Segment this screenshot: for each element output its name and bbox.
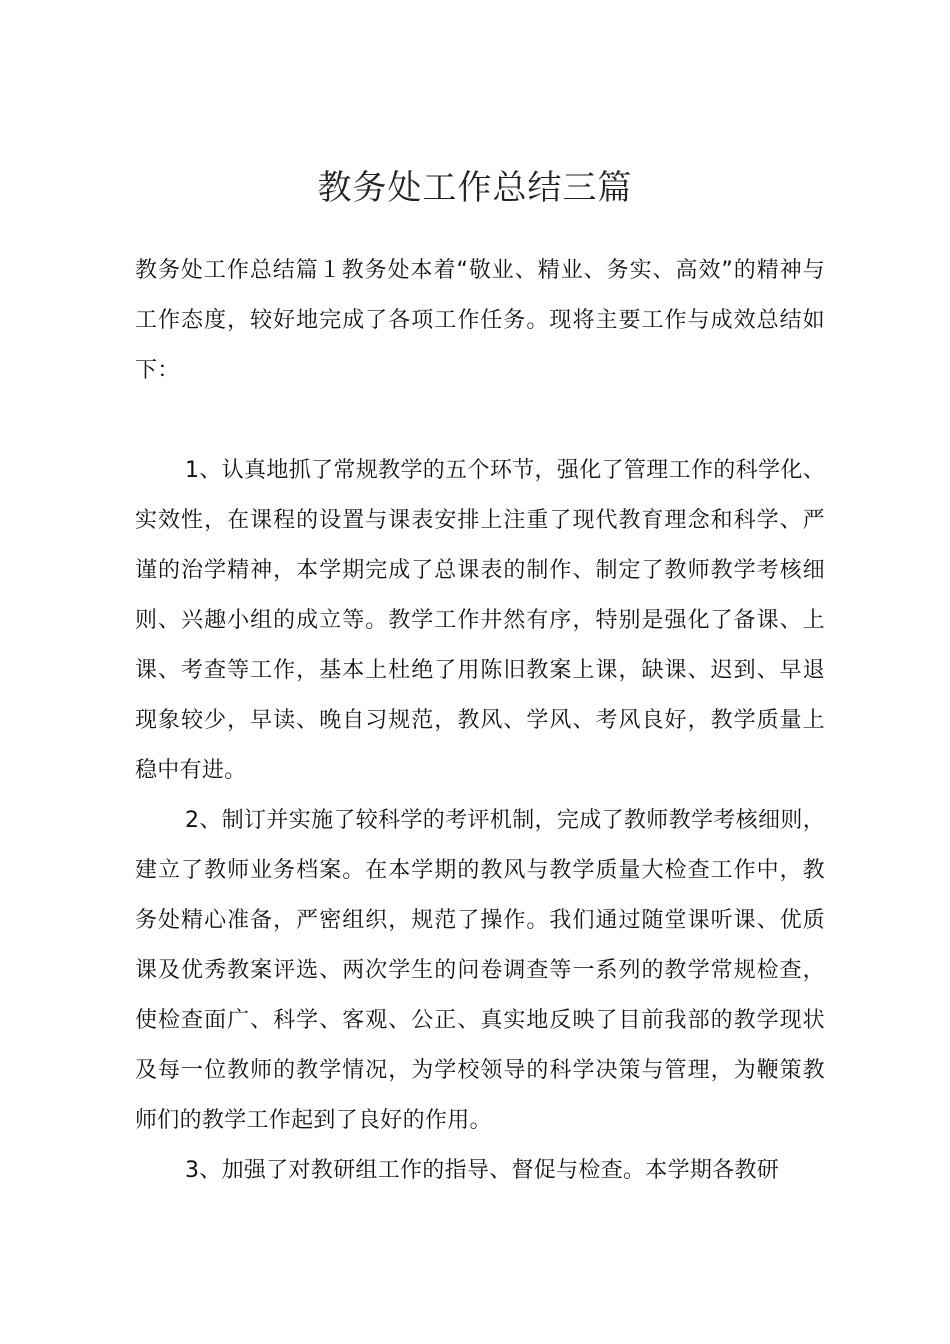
paragraph-item-3: 3、加强了对教研组工作的指导、督促与检查。本学期各教研 <box>185 1158 780 1183</box>
paragraph-item-2: 2、制订并实施了较科学的考评机制，完成了教师教学考核细则，建立了教师业务档案。在本学期的教风与教学质量大检查工作中，教务处精心准备，严密组织，规范了操作。我们通过随堂课听课、优质课及优秀教案评选、两次学生的问卷调查等一系列的教学常规检查，使检查面广、科学、客观、公正、真实地反映了目前我部的教学现状及每一位教师的教学情况，为学校领导的科学决策与管理，为鞭策教师们的教学工作起到了良好的作用。 <box>135 808 825 1133</box>
page-title: 教务处工作总结三篇 <box>317 168 633 208</box>
document-body <box>135 246 825 1196</box>
intro-paragraph: 教务处工作总结篇１教务处本着“敬业、精业、务实、高效”的精神与工作态度，较好地完成了各项工作任务。现将主要工作与成效总结如下： <box>135 258 825 383</box>
paragraph-item-1: 1、认真地抓了常规教学的五个环节，强化了管理工作的科学化、实效性，在课程的设置与课表安排上注重了现代教育理念和科学、严谨的治学精神，本学期完成了总课表的制作、制定了教师教学考核细则、兴趣小组的成立等。教学工作井然有序，特别是强化了备课、上课、考查等工作，基本上杜绝了用陈旧教案上课，缺课、迟到、早退现象较少，早读、晚自习规范，教风、学风、考风良好，教学质量上稳中有进。 <box>135 458 825 783</box>
